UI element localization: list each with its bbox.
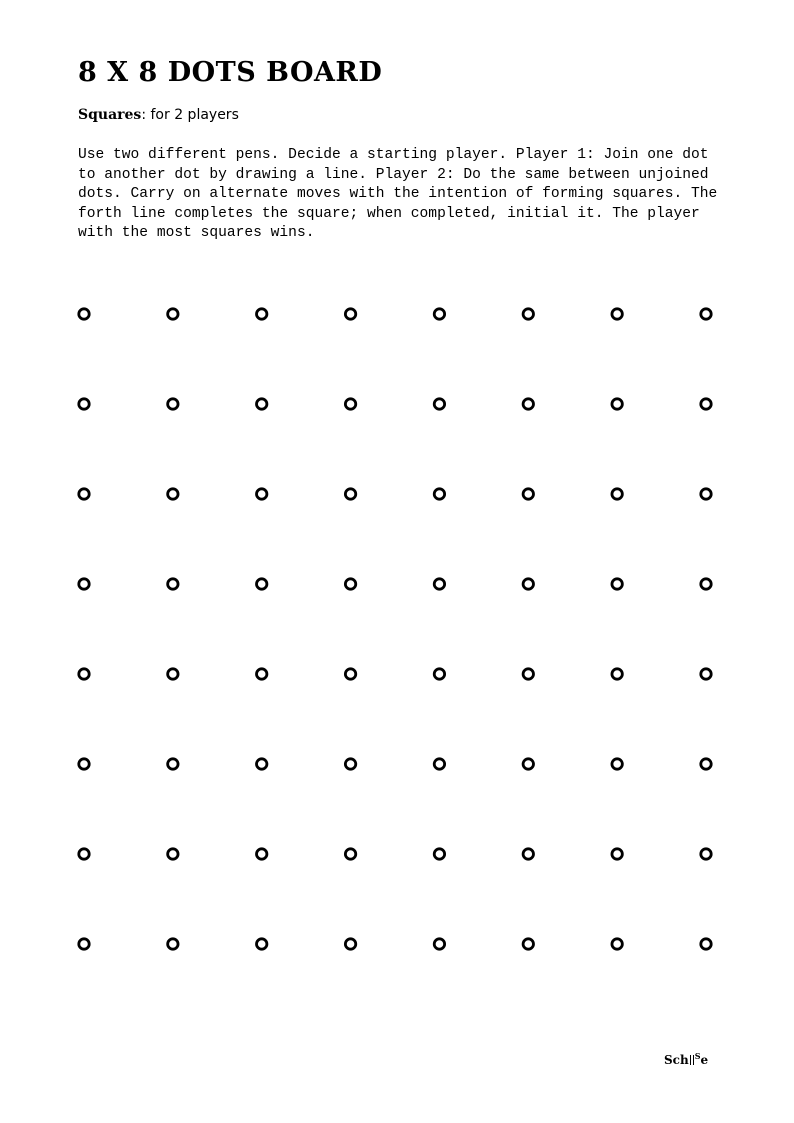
board-dot-r6-c8[interactable]: [701, 759, 711, 769]
board-dot-r1-c5[interactable]: [434, 309, 444, 319]
board-dot-r2-c5[interactable]: [434, 399, 444, 409]
board-dot-r5-c1[interactable]: [79, 669, 89, 679]
board-dot-r4-c5[interactable]: [434, 579, 444, 589]
board-dot-r3-c7[interactable]: [612, 489, 622, 499]
board-dot-r2-c4[interactable]: [345, 399, 355, 409]
board-dot-r3-c1[interactable]: [79, 489, 89, 499]
board-dot-r3-c3[interactable]: [257, 489, 267, 499]
board-dot-r1-c8[interactable]: [701, 309, 711, 319]
board-dot-r2-c1[interactable]: [79, 399, 89, 409]
board-dot-r8-c2[interactable]: [168, 939, 178, 949]
board-dot-r3-c4[interactable]: [345, 489, 355, 499]
page-title: 8 X 8 DOTS BOARD: [78, 57, 383, 88]
board-dot-r8-c7[interactable]: [612, 939, 622, 949]
board-dot-r7-c6[interactable]: [523, 849, 533, 859]
player-count: : for 2 players: [141, 107, 239, 123]
board-dot-r1-c2[interactable]: [168, 309, 178, 319]
board-dot-r6-c5[interactable]: [434, 759, 444, 769]
board-dot-r1-c7[interactable]: [612, 309, 622, 319]
board-dot-r7-c8[interactable]: [701, 849, 711, 859]
board-dot-r4-c1[interactable]: [79, 579, 89, 589]
board-dot-r7-c5[interactable]: [434, 849, 444, 859]
board-dot-r1-c1[interactable]: [79, 309, 89, 319]
board-dot-r3-c8[interactable]: [701, 489, 711, 499]
board-dot-r4-c4[interactable]: [345, 579, 355, 589]
board-dot-r4-c3[interactable]: [257, 579, 267, 589]
board-dot-r6-c6[interactable]: [523, 759, 533, 769]
board-dot-r2-c8[interactable]: [701, 399, 711, 409]
board-dot-r3-c5[interactable]: [434, 489, 444, 499]
board-dot-r7-c3[interactable]: [257, 849, 267, 859]
board-dot-r6-c2[interactable]: [168, 759, 178, 769]
board-dot-r5-c3[interactable]: [257, 669, 267, 679]
board-dot-r5-c5[interactable]: [434, 669, 444, 679]
board-dot-r6-c1[interactable]: [79, 759, 89, 769]
board-dot-r2-c6[interactable]: [523, 399, 533, 409]
board-dot-r2-c3[interactable]: [257, 399, 267, 409]
board-dot-r7-c4[interactable]: [345, 849, 355, 859]
board-dot-r1-c6[interactable]: [523, 309, 533, 319]
board-dot-r8-c4[interactable]: [345, 939, 355, 949]
board-dot-r8-c3[interactable]: [257, 939, 267, 949]
board-dot-r6-c4[interactable]: [345, 759, 355, 769]
board-dot-r7-c2[interactable]: [168, 849, 178, 859]
board-dot-r4-c7[interactable]: [612, 579, 622, 589]
board-dot-r5-c2[interactable]: [168, 669, 178, 679]
game-name: Squares: [78, 107, 142, 123]
board-dot-r4-c6[interactable]: [523, 579, 533, 589]
board-dot-r3-c2[interactable]: [168, 489, 178, 499]
game-instructions: Use two different pens. Decide a starting player. Player 1: Join one dot to another dot by drawing a line. Player 2: Do the same between unjoined dots. Carry on alternate moves with the intention of forming squares. The forth line completes the square; when completed, initial it. The player with the most squares wins.: [78, 147, 718, 241]
board-dot-r8-c6[interactable]: [523, 939, 533, 949]
board-dot-r2-c7[interactable]: [612, 399, 622, 409]
board-dot-r4-c2[interactable]: [168, 579, 178, 589]
board-dot-r1-c4[interactable]: [345, 309, 355, 319]
board-dot-r5-c7[interactable]: [612, 669, 622, 679]
board-dot-r1-c3[interactable]: [257, 309, 267, 319]
board-dot-r7-c7[interactable]: [612, 849, 622, 859]
board-dot-r4-c8[interactable]: [701, 579, 711, 589]
board-dot-r7-c1[interactable]: [79, 849, 89, 859]
board-dot-r8-c5[interactable]: [434, 939, 444, 949]
board-dot-r3-c6[interactable]: [523, 489, 533, 499]
board-dot-r6-c7[interactable]: [612, 759, 622, 769]
board-dot-r2-c2[interactable]: [168, 399, 178, 409]
board-dot-r8-c1[interactable]: [79, 939, 89, 949]
signature-logo: Sch $^S$e: [664, 1051, 709, 1067]
board-dot-r5-c8[interactable]: [701, 669, 711, 679]
board-dot-r6-c3[interactable]: [257, 759, 267, 769]
board-dot-r8-c8[interactable]: [701, 939, 711, 949]
board-dot-r5-c6[interactable]: [523, 669, 533, 679]
board-dot-r5-c4[interactable]: [345, 669, 355, 679]
